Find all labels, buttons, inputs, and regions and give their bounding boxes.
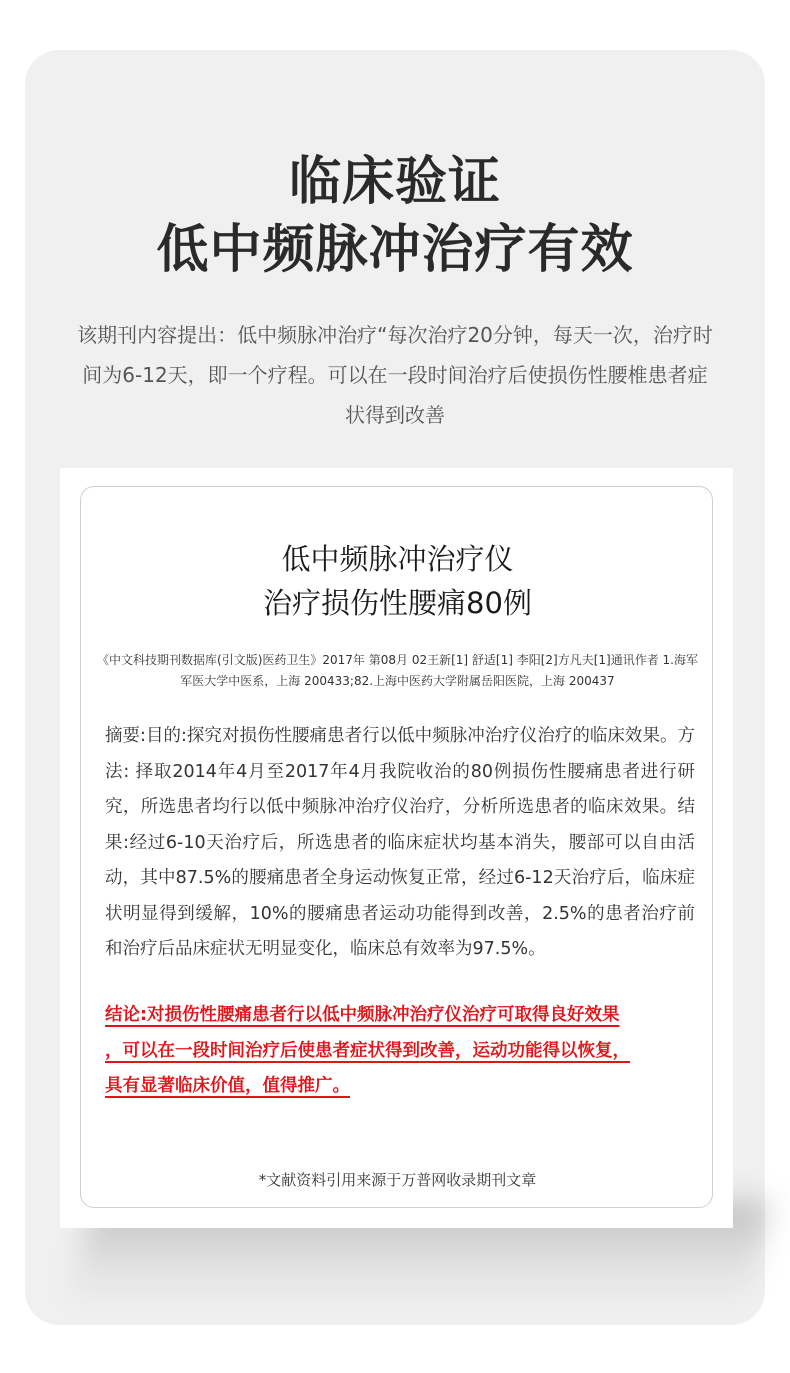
abstract-text: 摘要:目的:探究对损伤性腰痛患者行以低中频脉冲治疗仪治疗的临床效果。方法: 择取2014年4月至2017年4月我院收治的80例损伤性腰痛患者进行研究，所选患者均行以低中频脉冲治疗仪治疗，分析所选患者的临床效果。结果:经过6-10天治疗后，所选患者的临床症状均基本消失，腰部可以自由活动，其中87.5%的腰痛患者全身运动恢复正常，经过6-12天治疗后，临床症状明显得到缓解，10%的腰痛患者运动功能得到改善，2.5%的患者治疗前和治疗后品床症状无明显变化，临床总有效率为97.5%。 [105, 726, 695, 959]
headline-line-1: 临床验证 [288, 152, 501, 212]
paper-title [81, 537, 714, 625]
paper-sheet [60, 468, 733, 1228]
intro-text: 该期刊内容提出：低中频脉冲治疗“每次治疗20分钟，每天一次，治疗时间为6-12天，即一个疗程。可以在一段时间治疗后使损伤性腰椎患者症状得到改善 [77, 323, 713, 427]
paper-title-line-2: 治疗损伤性腰痛80例 [263, 586, 532, 620]
journal-card [80, 486, 713, 1208]
citation-text: 《中文科技期刊数据库(引文版)医药卫生》2017年 第08月 02王新[1] 舒适[1] 李阳[2]方凡夫[1]通讯作者 1.海军军医大学中医系，上海 200433;82.上海中医药大学附属岳阳医院，上海 200437 [97, 653, 698, 688]
page-headline [0, 148, 790, 284]
paper-title-line-1: 低中频脉冲治疗仪 [281, 542, 514, 576]
source-note: *文献资料引用来源于万普网收录期刊文章 [258, 1171, 537, 1189]
conclusion-line-2: ，可以在一段时间治疗后使患者症状得到改善，运动功能得以恢复， [105, 1040, 630, 1061]
headline-line-2: 低中频脉冲治疗有效 [156, 220, 634, 280]
conclusion-line-1: 结论:对损伤性腰痛患者行以低中频脉冲治疗仪治疗可取得良好效果 [105, 1005, 620, 1025]
conclusion-text [105, 998, 697, 1105]
conclusion-line-3: 具有显著临床价值，值得推广。 [105, 1076, 350, 1096]
